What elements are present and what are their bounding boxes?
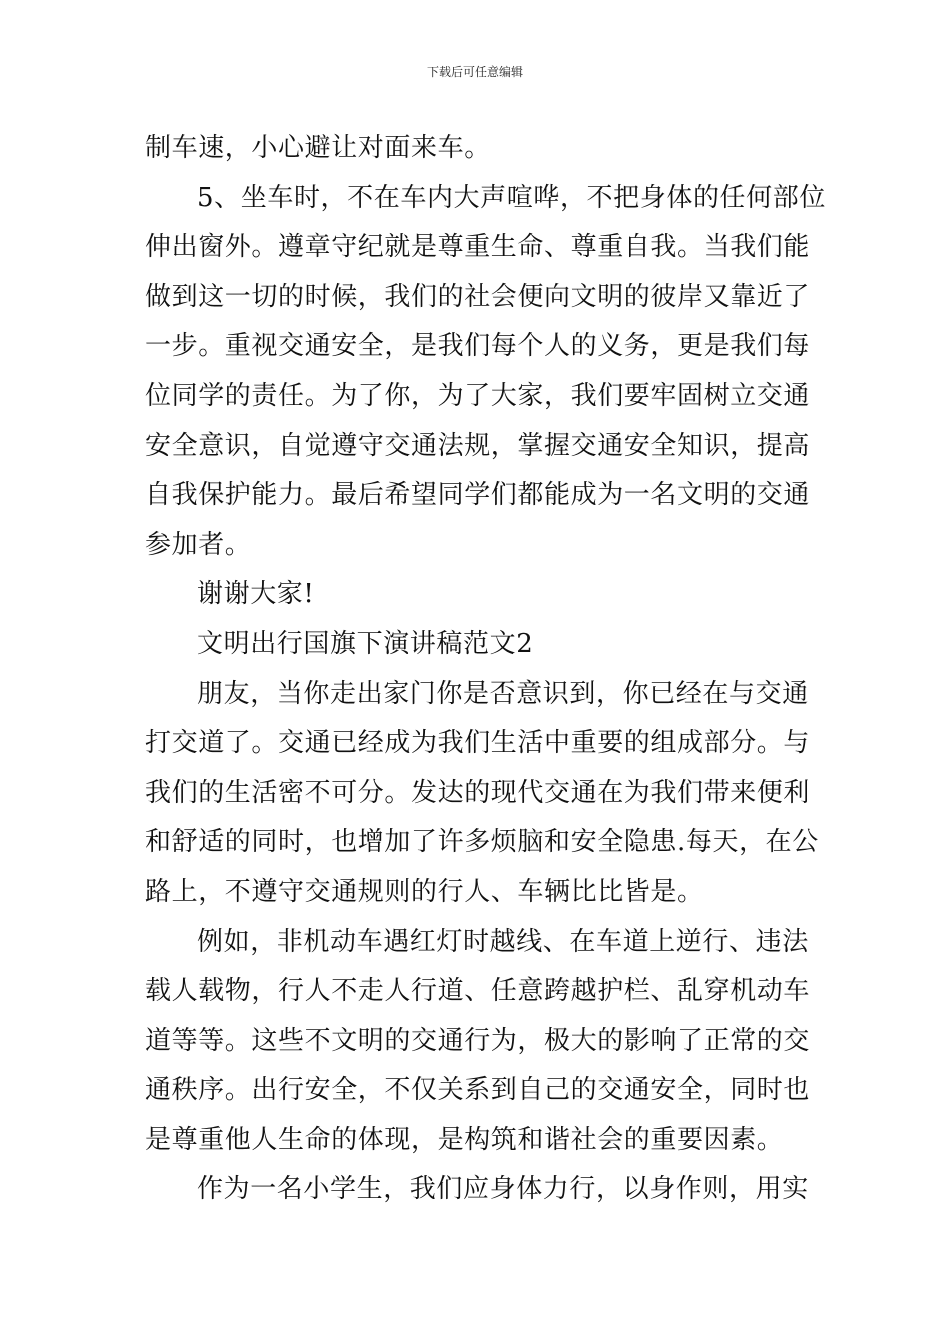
text-line: 一步。重视交通安全，是我们每个人的义务，更是我们每: [145, 331, 811, 362]
text-line: 谢谢大家!: [197, 579, 315, 610]
text-line: 伸出窗外。遵章守纪就是尊重生命、尊重自我。当我们能: [145, 232, 811, 263]
text-line: 制车速，小心避让对面来车。: [145, 133, 491, 163]
text-line: 道等等。这些不文明的交通行为，极大的影响了正常的交: [145, 1025, 811, 1056]
text-line: 安全意识，自觉遵守交通法规，掌握交通安全知识，提高: [145, 430, 811, 461]
text-line: 是尊重他人生命的体现，是构筑和谐社会的重要因素。: [145, 1124, 784, 1155]
text-line: 路上，不遵守交通规则的行人、车辆比比皆是。: [145, 876, 704, 907]
text-line: 5、坐车时，不在车内大声喧哗，不把身体的任何部位: [197, 182, 826, 213]
text-line: 做到这一切的时候，我们的社会便向文明的彼岸又靠近了: [145, 281, 811, 312]
section-heading: 文明出行国旗下演讲稿范文2: [197, 628, 534, 659]
text-line: 载人载物，行人不走人行道、任意跨越护栏、乱穿机动车: [145, 976, 811, 1007]
text-line: 我们的生活密不可分。发达的现代交通在为我们带来便利: [145, 777, 811, 808]
text-line: 作为一名小学生，我们应身体力行，以身作则，用实: [197, 1174, 809, 1205]
text-line: 例如，非机动车遇红灯时越线、在车道上逆行、违法: [197, 926, 809, 957]
text-line: 打交道了。交通已经成为我们生活中重要的组成部分。与: [145, 728, 811, 759]
text-line: 和舒适的同时，也增加了许多烦脑和安全隐患.每天，在公: [145, 827, 819, 858]
text-line: 朋友，当你走出家门你是否意识到，你已经在与交通: [197, 678, 809, 709]
text-line: 参加者。: [145, 529, 252, 560]
page-header-note: 下载后可任意编辑: [426, 65, 523, 79]
text-line: 通秩序。出行安全，不仅关系到自己的交通安全，同时也: [145, 1075, 811, 1106]
text-line: 自我保护能力。最后希望同学们都能成为一名文明的交通: [145, 480, 811, 511]
document-body: [145, 124, 826, 1215]
text-line: 位同学的责任。为了你，为了大家，我们要牢固树立交通: [145, 380, 811, 411]
